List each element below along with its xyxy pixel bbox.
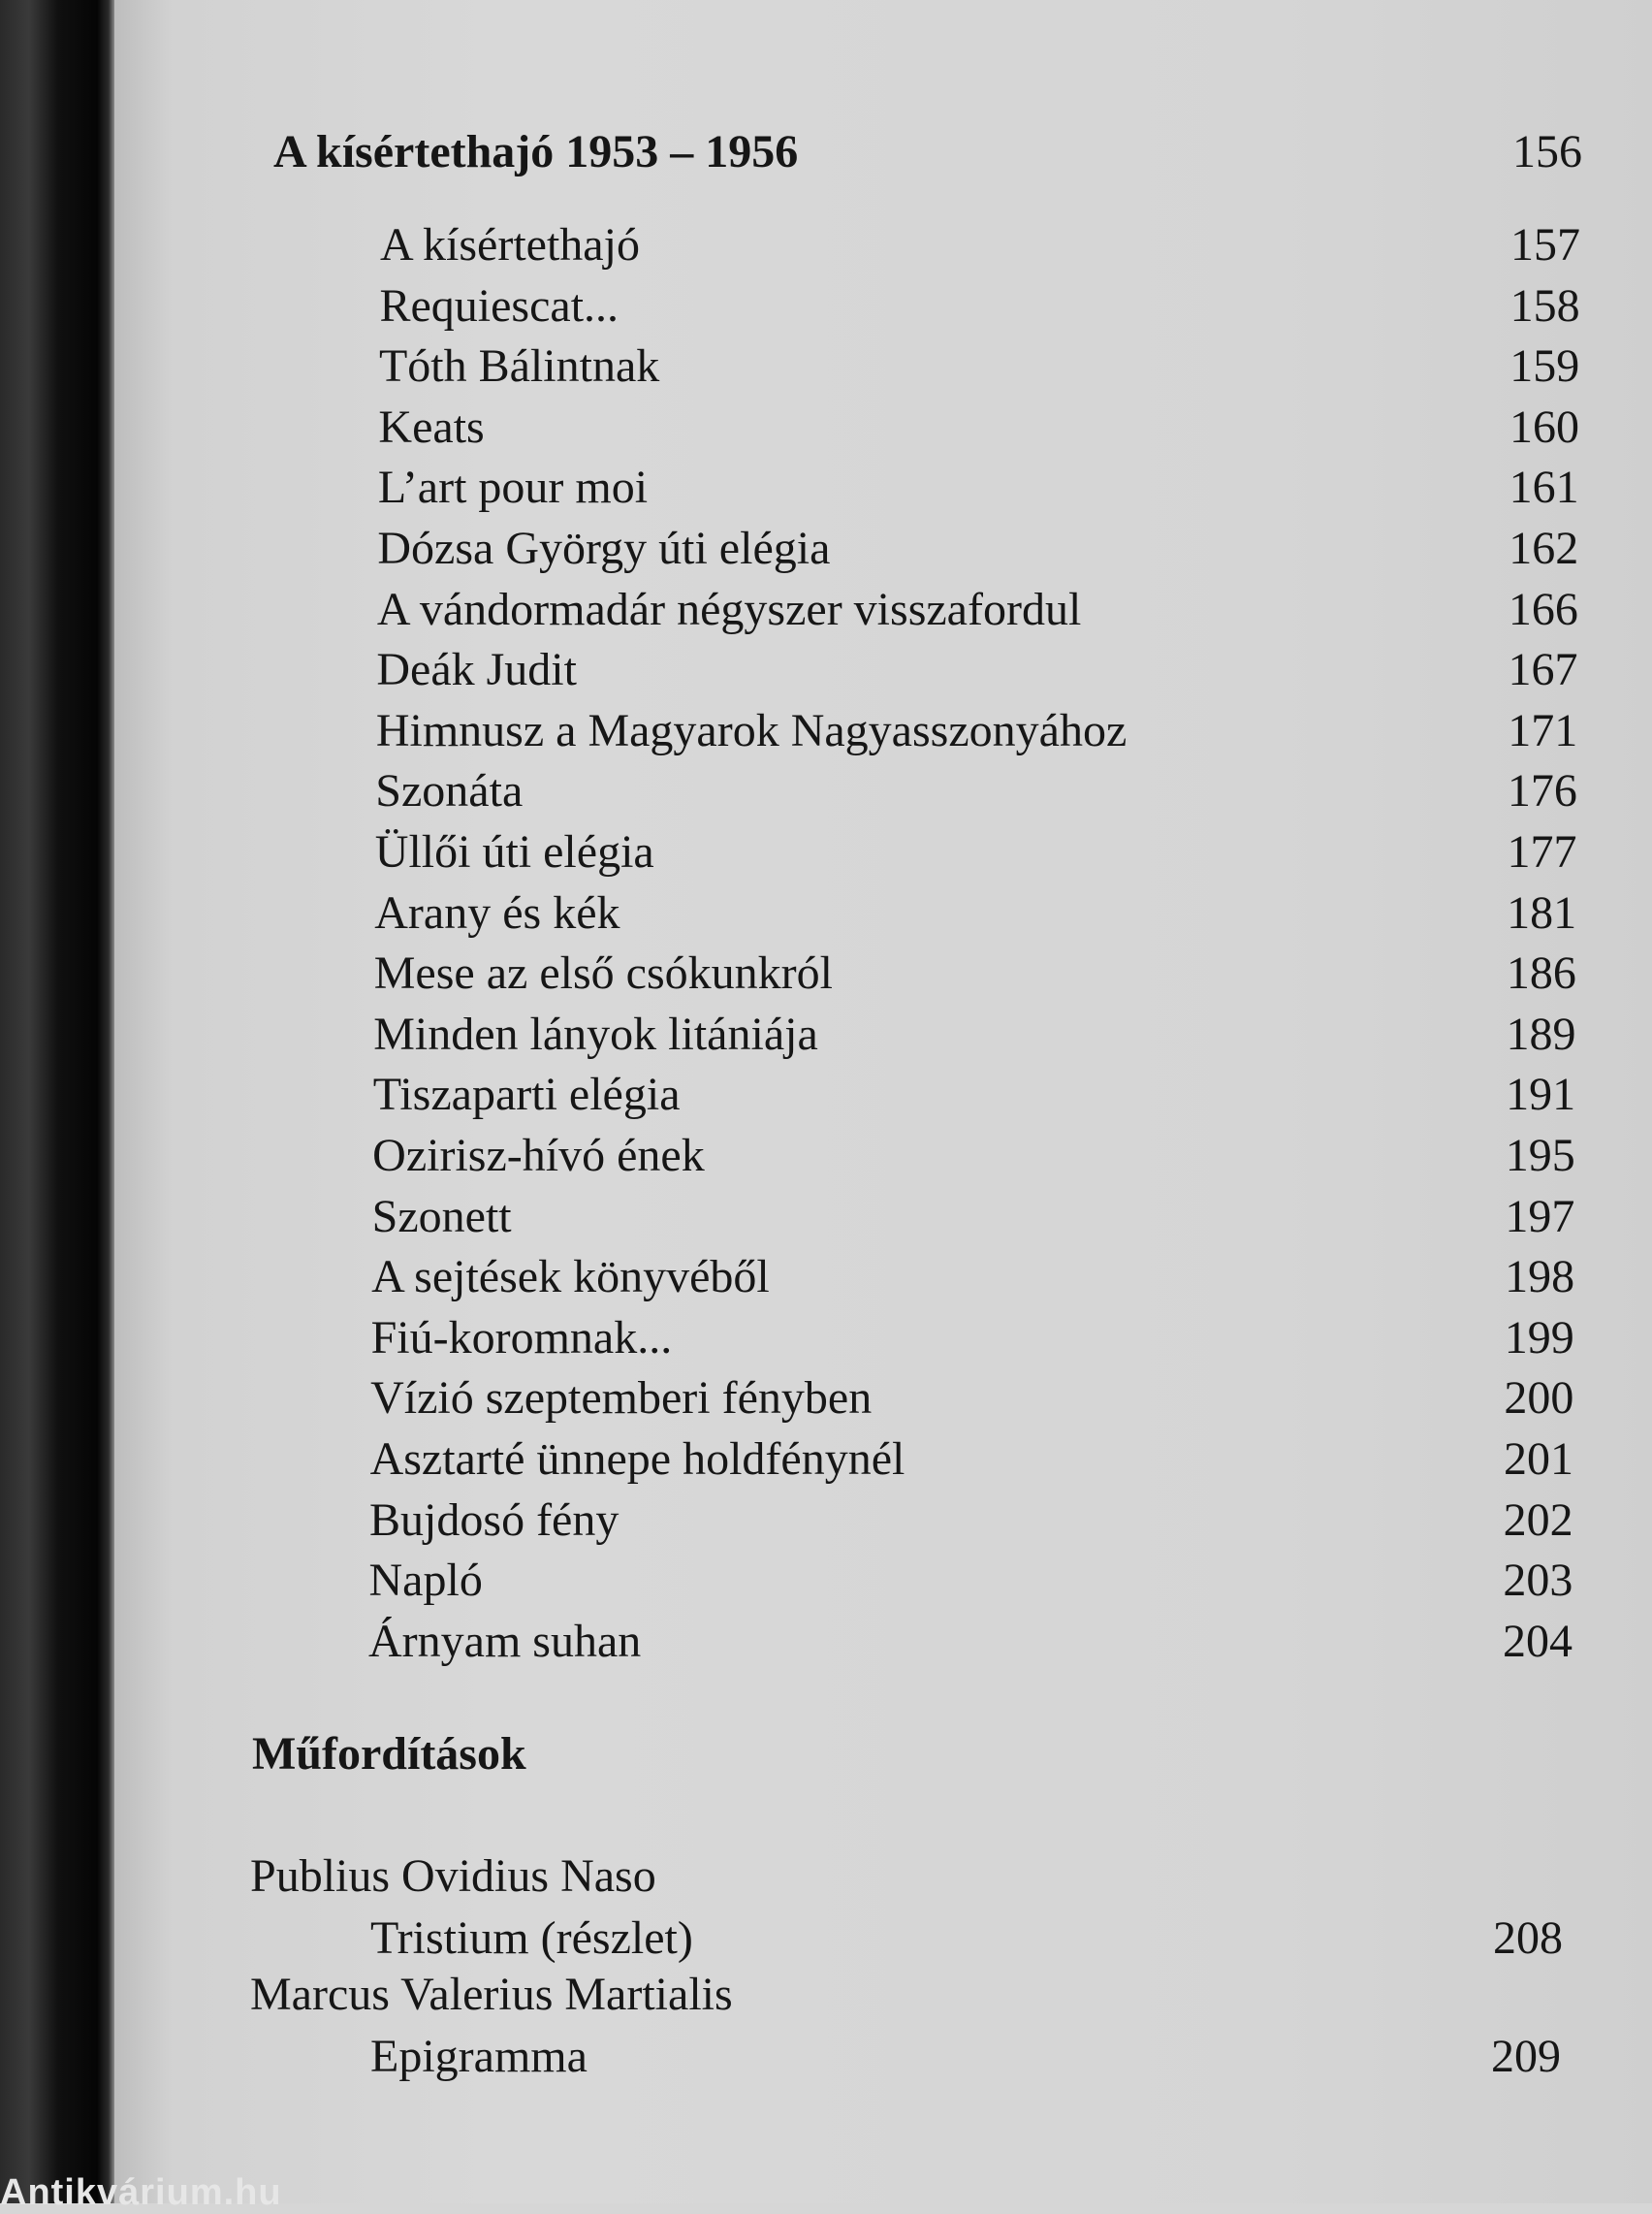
entry-title: Vízió szeptemberi fényben [370, 1372, 873, 1425]
entry-page: 200 [1504, 1372, 1574, 1425]
toc-entry [370, 1429, 1573, 1490]
entry-page: 191 [1506, 1069, 1576, 1121]
toc-entry [370, 2027, 1561, 2087]
author-row [250, 1965, 1123, 2025]
toc-entry [374, 944, 1576, 1004]
toc-entry [369, 1551, 1573, 1611]
entry-title: A sejtések könyvéből [371, 1251, 770, 1303]
entry-title: Szonáta [375, 765, 524, 818]
section2-heading: Műfordítások [252, 1728, 526, 1780]
section-heading-row [273, 122, 1582, 182]
toc-entry [376, 640, 1577, 700]
entry-page: 209 [1491, 2031, 1561, 2082]
entry-page: 202 [1503, 1493, 1573, 1546]
entry-title: Keats [378, 401, 485, 453]
entry-page: 157 [1510, 219, 1580, 271]
entry-page: 186 [1506, 947, 1576, 1000]
entry-page: 204 [1503, 1615, 1573, 1667]
toc-entry [371, 1308, 1574, 1368]
toc-entry [372, 1187, 1575, 1247]
entry-page: 159 [1509, 340, 1580, 393]
entry-page: 203 [1503, 1555, 1573, 1607]
entry-page: 189 [1506, 1008, 1576, 1060]
toc-entry [372, 1126, 1575, 1186]
toc-page [114, 0, 1652, 2203]
entry-title: A vándormadár négyszer visszafordul [376, 583, 1082, 635]
entry-page: 198 [1505, 1251, 1575, 1303]
entry-title: Mese az első csókunkról [373, 947, 833, 1000]
toc-entry [371, 1247, 1574, 1307]
entry-title: L’art pour moi [377, 462, 649, 514]
toc-entry [373, 1065, 1575, 1125]
entry-title: Árnyam suhan [368, 1615, 642, 1667]
toc-entry [370, 1909, 1563, 1969]
toc-entry [378, 398, 1579, 458]
book-spine-shadow [0, 0, 114, 2203]
entry-page: 195 [1505, 1130, 1575, 1181]
entry-title: Deák Judit [376, 644, 577, 696]
entry-title: Requiescat... [379, 279, 620, 332]
toc-entry [378, 458, 1579, 518]
entry-page: 161 [1509, 462, 1579, 514]
entry-page: 181 [1507, 886, 1577, 939]
toc-entry [377, 580, 1578, 640]
entry-title: Tiszaparti elégia [372, 1069, 681, 1121]
section-heading: A kísértethajó 1953 – 1956 [273, 126, 799, 177]
entry-page: 166 [1508, 583, 1578, 635]
entry-title: Fiú-koromnak... [370, 1311, 673, 1364]
toc-entry [375, 822, 1577, 882]
entry-title: Minden lányok litániája [373, 1008, 818, 1060]
toc-entry [369, 1491, 1573, 1551]
section2-heading-row [252, 1724, 1028, 1784]
entry-title: Epigramma [370, 2031, 588, 2082]
toc-entry [368, 1612, 1573, 1672]
entry-title: Dózsa György úti elégia [377, 523, 831, 574]
toc-entry [379, 276, 1579, 337]
watermark-text: Antikvárium.hu [0, 2172, 282, 2213]
author-name: Marcus Valerius Martialis [250, 1969, 733, 2020]
author-name: Publius Ovidius Naso [250, 1850, 656, 1902]
entry-title: Asztarté ünnepe holdfénynél [369, 1433, 905, 1485]
entry-title: Tóth Bálintnak [378, 340, 660, 393]
toc-entry [376, 701, 1577, 761]
entry-page: 171 [1508, 704, 1578, 756]
entry-title: Szonett [371, 1190, 512, 1242]
entry-title: Tristium (részlet) [370, 1912, 693, 1964]
entry-page: 162 [1509, 523, 1579, 574]
toc-entry [374, 883, 1576, 944]
entry-page: 199 [1504, 1311, 1574, 1364]
author-row [250, 1846, 1123, 1907]
toc-entry [370, 1368, 1573, 1428]
entry-title: A kísértethajó [380, 219, 640, 271]
entry-title: Üllői úti elégia [374, 826, 654, 878]
entry-page: 177 [1507, 826, 1577, 878]
entry-title: Himnusz a Magyarok Nagyasszonyához [375, 704, 1128, 756]
toc-entry [379, 337, 1579, 397]
entry-page: 197 [1505, 1190, 1575, 1242]
entry-page: 160 [1509, 401, 1579, 453]
toc-entry [373, 1005, 1575, 1065]
entry-page: 167 [1508, 644, 1578, 696]
entry-title: Arany és kék [374, 886, 620, 939]
entry-title: Ozirisz-hívó ének [372, 1130, 705, 1181]
entry-title: Napló [368, 1555, 483, 1607]
entry-page: 208 [1493, 1912, 1563, 1964]
section-heading-page: 156 [1512, 126, 1582, 177]
toc-entry [375, 761, 1577, 821]
entry-page: 176 [1507, 765, 1577, 818]
toc-entry [377, 519, 1578, 579]
entry-page: 201 [1504, 1433, 1574, 1485]
entry-page: 158 [1509, 279, 1580, 332]
entry-title: Bujdosó fény [369, 1493, 620, 1546]
toc-entry [380, 215, 1580, 275]
